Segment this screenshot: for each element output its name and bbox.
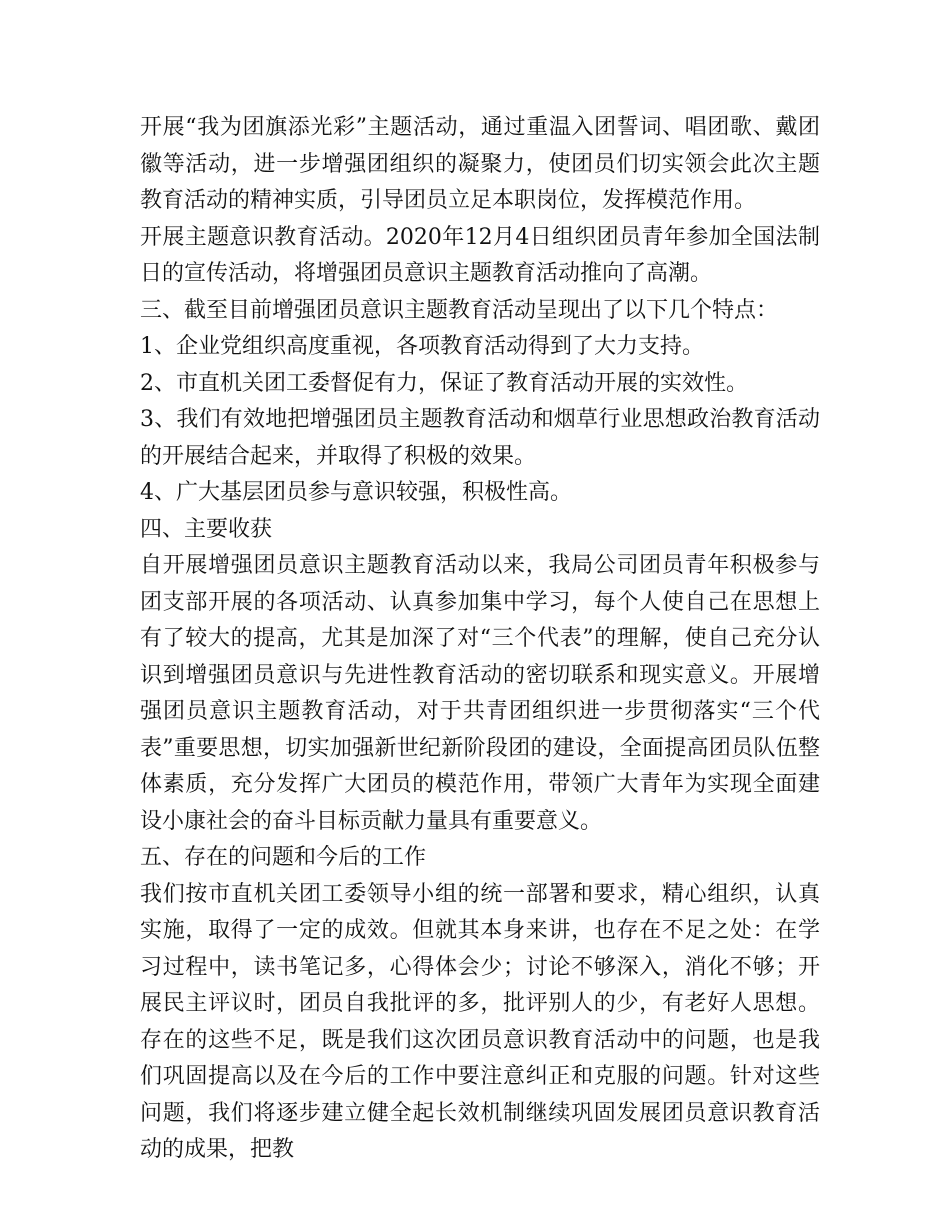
section-heading-problems: 五、存在的问题和今后的工作 — [140, 845, 427, 870]
paragraph-awareness-education: 开展主题意识教育活动。2020年12月4日组织团员青年参加全国法制日的宣传活动，将增强团员意识主题教育活动推向了高潮。 — [140, 224, 820, 286]
paragraph-gains: 自开展增强团员意识主题教育活动以来，我局公司团员青年积极参与团支部开展的各项活动、认真参加集中学习，每个人使自己在思想上有了较大的提高，尤其是加深了对“三个代表”的理解，使自己充分认识到增强团员意识与先进性教育活动的密切联系和现实意义。开展增强团员意识主题教育活动，对于共青团组织进一步贯彻落实“三个代表”重要思想，切实加强新世纪新阶段团的建设，全面提高团员队伍整体素质，充分发挥广大团员的模范作用，带领广大青年为实现全面建设小康社会的奋斗目标贡献力量具有重要意义。 — [140, 553, 820, 834]
list-item-feature-1: 1、企业党组织高度重视，各项教育活动得到了大力支持。 — [140, 334, 704, 359]
document-body — [140, 110, 820, 1169]
paragraph-problems: 我们按市直机关团工委领导小组的统一部署和要求，精心组织，认真实施，取得了一定的成效。但就其本身来讲，也存在不足之处：在学习过程中，读书笔记多，心得体会少；讨论不够深入，消化不够；开展民主评议时，团员自我批评的多，批评别人的少，有老好人思想。存在的这些不足，既是我们这次团员意识教育活动中的问题，也是我们巩固提高以及在今后的工作中要注意纠正和克服的问题。针对这些问题，我们将逐步建立健全起长效机制继续巩固发展团员意识教育活动的成果，把教 — [140, 881, 820, 1162]
list-item-feature-4: 4、广大基层团员参与意识较强，积极性高。 — [140, 480, 572, 505]
list-item-feature-2: 2、市直机关团工委督促有力，保证了教育活动开展的实效性。 — [140, 370, 748, 396]
section-heading-gains: 四、主要收获 — [140, 516, 273, 542]
list-item-feature-3: 3、我们有效地把增强团员主题教育活动和烟草行业思想政治教育活动的开展结合起来，并取得了积极的效果。 — [140, 407, 820, 469]
section-heading-features: 三、截至目前增强团员意识主题教育活动呈现出了以下几个特点： — [140, 297, 779, 323]
paragraph-theme-activity: 开展“我为团旗添光彩”主题活动，通过重温入团誓词、唱团歌、戴团徽等活动，进一步增强团组织的凝聚力，使团员们切实领会此次主题教育活动的精神实质，引导团员立足本职岗位，发挥模范作用。 — [140, 115, 820, 213]
